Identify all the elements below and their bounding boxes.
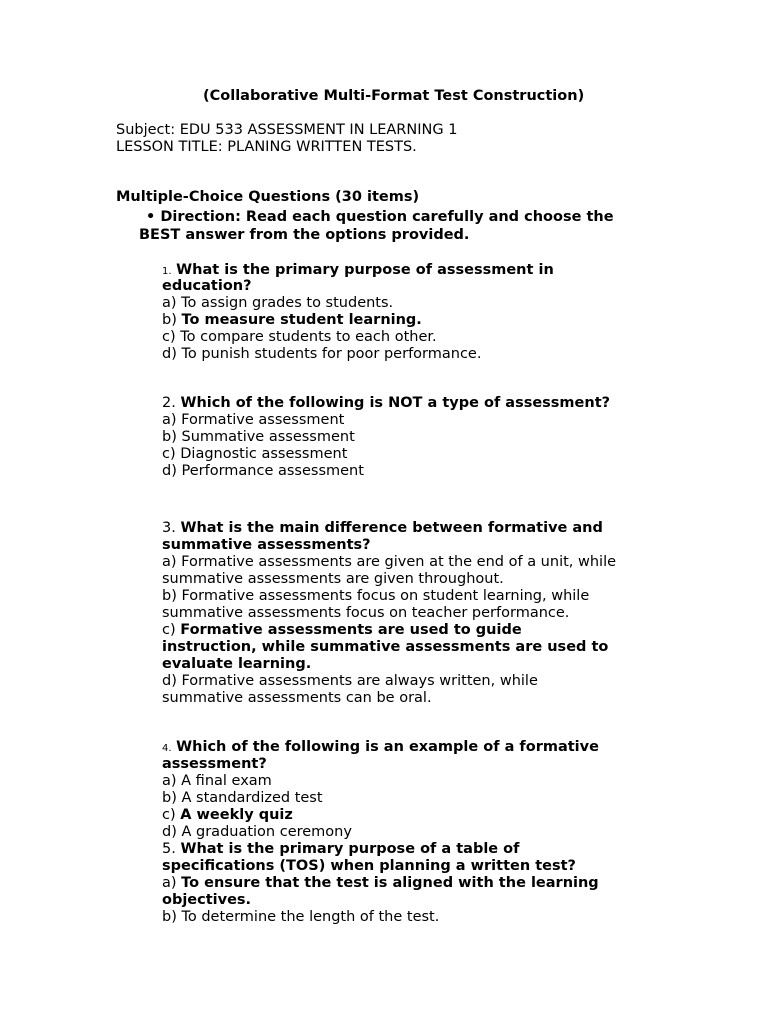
section-heading: Multiple-Choice Questions (30 items) (116, 189, 420, 205)
option-text-answer: objectives. (162, 892, 252, 908)
option-3a (162, 554, 616, 571)
option-4d (162, 824, 352, 841)
option-text: To assign grades to students. (181, 295, 394, 311)
option-letter: b) (162, 790, 177, 806)
direction-line-1: • Direction: Read each question carefully and choose the (146, 209, 614, 225)
option-letter: d) (162, 824, 177, 840)
option-letter: d) (162, 346, 177, 362)
question-text: What is the primary purpose of a table of (180, 841, 520, 857)
option-5b (162, 909, 439, 926)
option-letter: b) (162, 429, 177, 445)
option-letter: c) (162, 446, 176, 462)
question-number: 5. (162, 841, 176, 857)
question-text: summative assessments? (162, 537, 371, 553)
option-letter: b) (162, 588, 177, 604)
question-2 (162, 395, 610, 412)
question-text: education? (162, 278, 252, 294)
option-text: A graduation ceremony (181, 824, 352, 840)
direction-line-2: BEST answer from the options provided. (139, 227, 470, 243)
question-text: Which of the following is NOT a type of assessment? (180, 395, 611, 411)
question-text: assessment? (162, 756, 267, 772)
option-text-answer: Formative assessments are used to guide (180, 622, 522, 638)
option-text: To compare students to each other. (180, 329, 437, 345)
option-text: Performance assessment (181, 463, 364, 479)
question-text: What is the main difference between formative and (180, 520, 603, 536)
option-text: To determine the length of the test. (181, 909, 440, 925)
option-letter: c) (162, 329, 176, 345)
option-letter: a) (162, 875, 177, 891)
option-text: Formative assessment (181, 412, 345, 428)
option-text-answer: A weekly quiz (180, 807, 293, 823)
option-letter: a) (162, 773, 177, 789)
option-text: summative assessments are given throughout. (162, 571, 504, 587)
option-letter: b) (162, 312, 177, 328)
option-text: Summative assessment (181, 429, 355, 445)
option-text: Formative assessments focus on student learning, while (181, 588, 590, 604)
option-text: Formative assessments are always written, while (181, 673, 538, 689)
option-2a (162, 412, 344, 429)
lesson-title-line: LESSON TITLE: PLANING WRITTEN TESTS. (116, 139, 417, 155)
option-1b (162, 312, 422, 329)
option-letter: a) (162, 295, 177, 311)
option-5a (162, 875, 599, 892)
option-4a (162, 773, 272, 790)
option-letter: d) (162, 673, 177, 689)
option-1d (162, 346, 481, 363)
option-letter: b) (162, 909, 177, 925)
question-number: 2. (162, 395, 176, 411)
option-1c (162, 329, 437, 346)
question-number: 3. (162, 520, 176, 536)
option-text: A final exam (181, 773, 272, 789)
option-text: Diagnostic assessment (180, 446, 348, 462)
option-3b (162, 588, 589, 605)
document-title: (Collaborative Multi-Format Test Construction) (203, 88, 585, 104)
option-4c (162, 807, 293, 824)
option-text: summative assessments focus on teacher performance. (162, 605, 570, 621)
option-text-answer: instruction, while summative assessments are used to (162, 639, 609, 655)
option-letter: a) (162, 412, 177, 428)
question-text: specifications (TOS) when planning a written test? (162, 858, 576, 874)
option-2b (162, 429, 355, 446)
option-4b (162, 790, 323, 807)
option-2d (162, 463, 364, 480)
option-text-answer: evaluate learning. (162, 656, 312, 672)
question-4 (162, 739, 599, 757)
option-letter: a) (162, 554, 177, 570)
option-letter: c) (162, 807, 176, 823)
option-text: To punish students for poor performance. (181, 346, 482, 362)
question-number: 4. (162, 743, 172, 754)
option-text: A standardized test (181, 790, 323, 806)
option-1a (162, 295, 393, 312)
question-number: 1. (162, 266, 172, 277)
option-text: summative assessments can be oral. (162, 690, 432, 706)
option-text: Formative assessments are given at the end of a unit, while (181, 554, 617, 570)
question-5 (162, 841, 519, 858)
option-text-answer: To ensure that the test is aligned with the learning (181, 875, 599, 891)
question-3 (162, 520, 603, 537)
subject-line: Subject: EDU 533 ASSESSMENT IN LEARNING 1 (116, 122, 458, 138)
option-3d (162, 673, 538, 690)
option-letter: d) (162, 463, 177, 479)
option-3c (162, 622, 522, 639)
option-text-answer: To measure student learning. (181, 312, 422, 328)
question-text: What is the primary purpose of assessment in (176, 262, 554, 278)
option-2c (162, 446, 347, 463)
question-text: Which of the following is an example of a formative (176, 739, 599, 755)
option-letter: c) (162, 622, 176, 638)
